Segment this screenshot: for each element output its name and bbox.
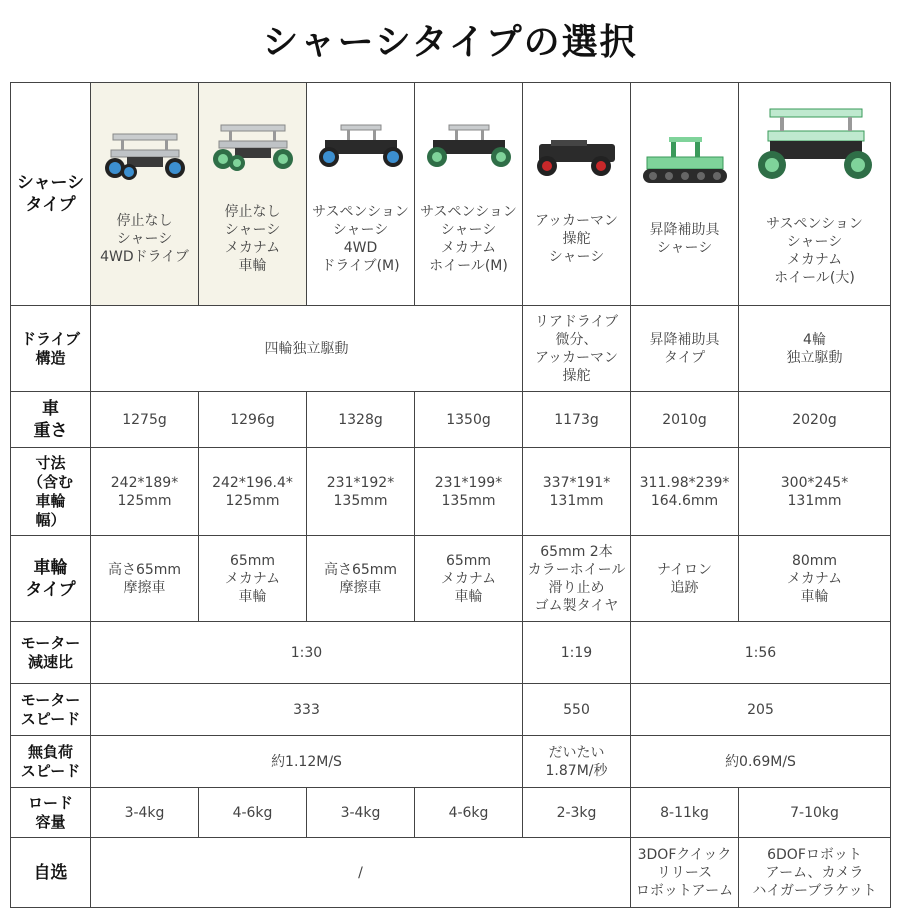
weight-cell: 1275g [91, 392, 199, 448]
row-weight [11, 392, 891, 448]
size-cell: 231*192* 135mm [307, 448, 415, 536]
mecanum-chassis-icon [205, 115, 301, 177]
drive-cell: 4輪 独立駆動 [739, 306, 891, 392]
row-header-noload: 無負荷 スピード [11, 736, 91, 788]
row-speed [11, 684, 891, 736]
wheel-cell: 65mm メカナム 車輪 [415, 536, 523, 622]
4wd-chassis-icon [97, 124, 193, 186]
noload-cell: だいたい 1.87M/秒 [523, 736, 631, 788]
row-load [11, 788, 891, 838]
options-cell: 6DOFロボット アーム、カメラ ハイガーブラケット [739, 838, 891, 908]
row-header-options: 自选 [11, 838, 91, 908]
chassis-name: アッカーマン 操舵 シャーシ [534, 213, 619, 265]
chassis-name: サスペンション シャーシ メカナム ホイール(M) [420, 204, 517, 274]
chassis-name: 停止なし シャーシ メカナム 車輪 [224, 204, 281, 274]
speed-cell: 205 [631, 684, 891, 736]
load-cell: 4-6kg [199, 788, 307, 838]
weight-cell: 1328g [307, 392, 415, 448]
chassis-name: サスペンション シャーシ 4WD ドライブ(M) [312, 204, 409, 274]
speed-cell: 550 [523, 684, 631, 736]
chassis-cell [199, 83, 307, 306]
weight-cell: 1350g [415, 392, 523, 448]
size-cell: 311.98*239* 164.6mm [631, 448, 739, 536]
suspension-mecanum-chassis-icon [421, 115, 517, 177]
options-cell: 3DOFクイック リリース ロボットアーム [631, 838, 739, 908]
row-noload [11, 736, 891, 788]
tracked-chassis-icon [637, 133, 733, 195]
size-cell: 242*189* 125mm [91, 448, 199, 536]
row-ratio [11, 622, 891, 684]
weight-cell: 2020g [739, 392, 891, 448]
weight-cell: 2010g [631, 392, 739, 448]
page-title: シャーシタイプの選択 [262, 22, 638, 63]
row-header-speed: モーター スピード [11, 684, 91, 736]
row-header-load: ロード 容量 [11, 788, 91, 838]
size-cell: 242*196.4* 125mm [199, 448, 307, 536]
noload-cell: 約0.69M/S [631, 736, 891, 788]
large-mecanum-chassis-icon [750, 103, 880, 189]
wheel-cell: 65mm 2本 カラーホイール 滑り止め ゴム製タイヤ [523, 536, 631, 622]
chassis-spec-table [10, 82, 891, 908]
wheel-cell: ナイロン 追跡 [631, 536, 739, 622]
ratio-cell: 1:19 [523, 622, 631, 684]
load-cell: 4-6kg [415, 788, 523, 838]
chassis-cell [631, 83, 739, 306]
row-header-drive: ドライブ 構造 [11, 306, 91, 392]
row-wheel [11, 536, 891, 622]
load-cell: 2-3kg [523, 788, 631, 838]
row-header-chassis: シャーシ タイプ [11, 83, 91, 306]
ackermann-chassis-icon [529, 124, 625, 186]
load-cell: 8-11kg [631, 788, 739, 838]
chassis-cell [307, 83, 415, 306]
speed-cell: 333 [91, 684, 523, 736]
row-chassis-type [11, 83, 891, 306]
suspension-4wd-chassis-icon [313, 115, 409, 177]
chassis-name: サスペンション シャーシ メカナム ホイール(大) [766, 216, 863, 286]
drive-cell: リアドライブ 微分、 アッカーマン 操舵 [523, 306, 631, 392]
ratio-cell: 1:56 [631, 622, 891, 684]
wheel-cell: 80mm メカナム 車輪 [739, 536, 891, 622]
weight-cell: 1173g [523, 392, 631, 448]
row-header-weight: 車 重さ [11, 392, 91, 448]
load-cell: 7-10kg [739, 788, 891, 838]
load-cell: 3-4kg [91, 788, 199, 838]
chassis-cell [523, 83, 631, 306]
row-header-ratio: モーター 減速比 [11, 622, 91, 684]
weight-cell: 1296g [199, 392, 307, 448]
row-drive [11, 306, 891, 392]
drive-cell: 四輪独立駆動 [91, 306, 523, 392]
size-cell: 231*199* 135mm [415, 448, 523, 536]
row-options [11, 838, 891, 908]
chassis-cell [91, 83, 199, 306]
chassis-name: 停止なし シャーシ 4WDドライブ [100, 213, 189, 265]
chassis-cell [415, 83, 523, 306]
chassis-cell [739, 83, 891, 306]
load-cell: 3-4kg [307, 788, 415, 838]
wheel-cell: 高さ65mm 摩擦車 [307, 536, 415, 622]
wheel-cell: 65mm メカナム 車輪 [199, 536, 307, 622]
wheel-cell: 高さ65mm 摩擦車 [91, 536, 199, 622]
ratio-cell: 1:30 [91, 622, 523, 684]
row-header-wheel: 車輪 タイプ [11, 536, 91, 622]
size-cell: 300*245* 131mm [739, 448, 891, 536]
noload-cell: 約1.12M/S [91, 736, 523, 788]
size-cell: 337*191* 131mm [523, 448, 631, 536]
drive-cell: 昇降補助具 タイプ [631, 306, 739, 392]
row-header-size: 寸法 （含む 車輪 幅） [11, 448, 91, 536]
row-size [11, 448, 891, 536]
options-cell: / [91, 838, 631, 908]
chassis-name: 昇降補助具 シャーシ [649, 222, 720, 256]
